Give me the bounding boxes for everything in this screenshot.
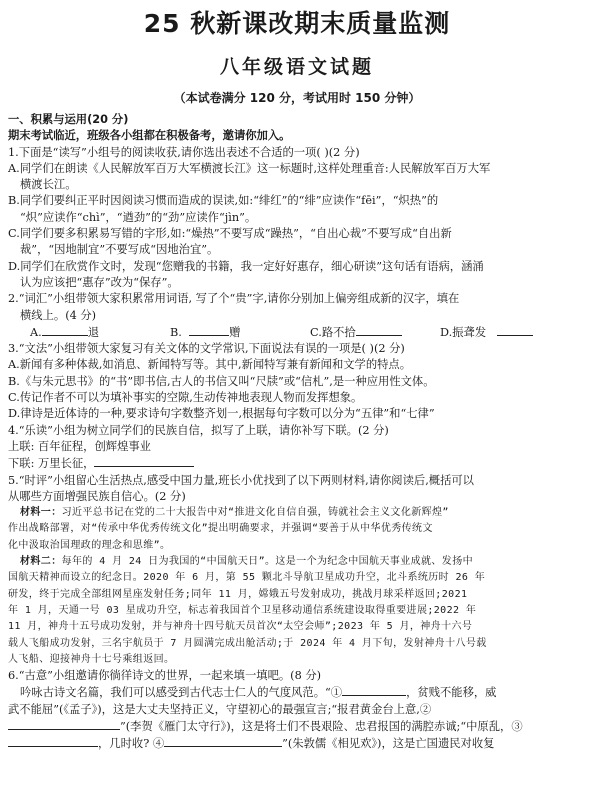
q1-option-d: D.同学们在欣赏作文时，发现“您赠我的书籍，我一定好好惠存，细心研读”这句话有语病，涵涌 <box>8 259 484 273</box>
q5-material-two-line: 研发，终于完成全部组网星座发射任务;同年 11 月，嫦娥五号发射成功，挑战月球采样返回;2021 <box>8 588 468 600</box>
q2-option-a: A. 退 <box>30 325 100 339</box>
q2-stem-cont: 横线上。(4 分) <box>20 308 97 322</box>
answer-blank[interactable] <box>164 735 282 747</box>
q1-option-a-cont: 横渡长江。 <box>20 178 77 192</box>
q4-lower-couplet: 下联: 万里长征， <box>8 455 586 472</box>
q6-stem: 6.“古意”小组邀请你徜徉诗文的世界，一起来填一填吧。(8 分) <box>8 669 322 683</box>
q1-option-d-cont: 认为应该把“惠存”改为“保存”。 <box>20 275 179 289</box>
answer-blank[interactable] <box>189 324 229 336</box>
answer-blank[interactable] <box>342 684 406 696</box>
q6-passage-line: ”(李贺《雁门太守行》)，这是将士们不畏艰险、忠君报国的满腔赤诚;“中原乱，③ <box>8 718 586 735</box>
q2-stem: 2.“词汇”小组带领大家积累常用词语, 写了个“贵”字,请你分别加上偏旁组成新的汉字，填在 <box>8 292 460 306</box>
q1-option-c-cont: 裁”，“因地制宜”不要写成“因地治宜”。 <box>20 243 219 257</box>
q5-stem: 5.“时评”小组留心生活热点,感受中国力量,班长小优找到了以下两则材料,请你阅读后,概括可以 <box>8 473 474 487</box>
q5-material-two-line: 人飞船、迎接神舟十七号乘组返回。 <box>8 653 175 665</box>
q4-upper-couplet: 上联: 百年征程，创辉煌事业 <box>8 439 151 453</box>
q5-material-two-line: 载人飞船成功发射，三名宇航员于 7 月圆满完成出舱活动;于 2024 年 4 月下旬，发射神舟十八号载 <box>8 637 487 649</box>
q5-material-two: 材料二：每年的 4 月 24 日为我国的“中国航天日”。这是一个为纪念中国航天事业成就、发扬中 <box>20 556 473 568</box>
q3-option-b: B.《与朱元思书》的“书”即书信,古人的书信又叫“尺牍”或“信札”,是一种应用性文体。 <box>8 374 435 388</box>
q5-material-one-line: 化中汲取治国理政的理念和思维”。 <box>8 539 171 551</box>
q6-passage-line: 吟咏古诗文名篇，我们可以感受到古代志士仁人的气度风范。“① ，贫贱不能移，威 <box>20 686 497 700</box>
q4-stem: 4.“乐读”小组为树立同学们的民族自信，拟写了上联，请你补写下联。(2 分) <box>8 423 389 437</box>
q2-option-b: B. 赠 <box>170 325 241 339</box>
q1-option-a: A.同学们在朗读《人民解放军百万大军横渡长江》这一标题时,这样处理重音:人民解放军百万大军 <box>8 161 491 175</box>
exam-meta: （本试卷满分 120 分，考试用时 150 分钟） <box>173 91 421 105</box>
q3-stem: 3.“文法”小组带领大家复习有关文体的文学常识,下面说法有误的一项是( )(2 分) <box>8 342 405 356</box>
q1-option-b-cont: “炽”应读作“chì”，“遒劲”的“劲”应读作“jìn”。 <box>20 210 257 224</box>
q2-option-d: D.振聋发 <box>440 324 533 341</box>
answer-blank[interactable] <box>8 718 120 730</box>
q5-material-two-line: 国航天精神而设立的纪念日。2020 年 6 月，第 55 颗北斗导航卫星成功升空，北斗系统历时 26 年 <box>8 572 486 584</box>
q6-passage-line: 武不能屈”(《孟子》)，这是大丈夫坚持正义，守望初心的最强宣言;“报君黄金台上意,② <box>8 702 432 716</box>
answer-blank[interactable] <box>356 324 402 336</box>
answer-blank[interactable] <box>42 324 88 336</box>
q5-material-one: 材料一：习近平总书记在党的二十大报告中对“推进文化自信自强，铸就社会主义文化新辉煌” <box>20 507 449 519</box>
q1-option-c: C.同学们要多积累易写错的字形,如:“燥热”不要写成“躁热”，“自出心裁”不要写成“自出新 <box>8 227 452 241</box>
exam-subtitle: 八年级语文试题 <box>219 56 374 78</box>
section-heading: 一、积累与运用(20 分) <box>8 113 129 126</box>
q5-stem-cont: 从哪些方面增强民族自信心。(2 分) <box>8 489 186 503</box>
q2-options <box>8 324 586 341</box>
q1-stem: 1.下面是“读写”小组号的阅读收获,请你选出表述不合适的一项( )(2 分) <box>8 145 360 159</box>
answer-blank[interactable] <box>8 735 98 747</box>
answer-blank[interactable] <box>497 324 533 336</box>
section-intro: 期末考试临近，班级各小组都在积极备考，邀请你加入。 <box>8 129 291 143</box>
answer-blank[interactable] <box>94 455 194 467</box>
q1-option-b: B.同学们要纠正平时因阅读习惯而造成的误读,如:“绯红”的“绯”应读作“fēi”，“炽热”的 <box>8 194 439 208</box>
q2-option-c: C.路不拾 <box>310 324 440 341</box>
q5-material-two-line: 11 月，神舟十五号成功发射，并与神舟十四号航天员首次“太空会师”;2023 年 5 月，神舟十六号 <box>8 621 473 633</box>
q3-option-c: C.传记作者不可以为填补事实的空隙,生动传神地表现人物而发挥想象。 <box>8 391 363 405</box>
q6-passage-line: ，几时收? ④ ”(朱敦儒《相见欢》)，这是亡国遗民对收复 <box>8 735 586 752</box>
q3-option-a: A.新闻有多种体裁,如消息、新闻特写等。其中,新闻特写兼有新闻和文学的特点。 <box>8 358 412 372</box>
q5-material-two-line: 年 1 月，天通一号 03 星成功升空，标志着我国首个卫星移动通信系统建设取得重要进展;2022 年 <box>8 604 477 616</box>
page-title: 25 秋新课改期末质量监测 <box>143 9 451 38</box>
q5-material-one-line: 作出战略部署，对“传承中华优秀传统文化”提出明确要求，并强调“要善于从中华优秀传统文 <box>8 523 433 535</box>
q3-option-d: D.律诗是近体诗的一种,要求诗句字数整齐划一,根据每句字数可以分为“五律”和“七律” <box>8 407 435 421</box>
